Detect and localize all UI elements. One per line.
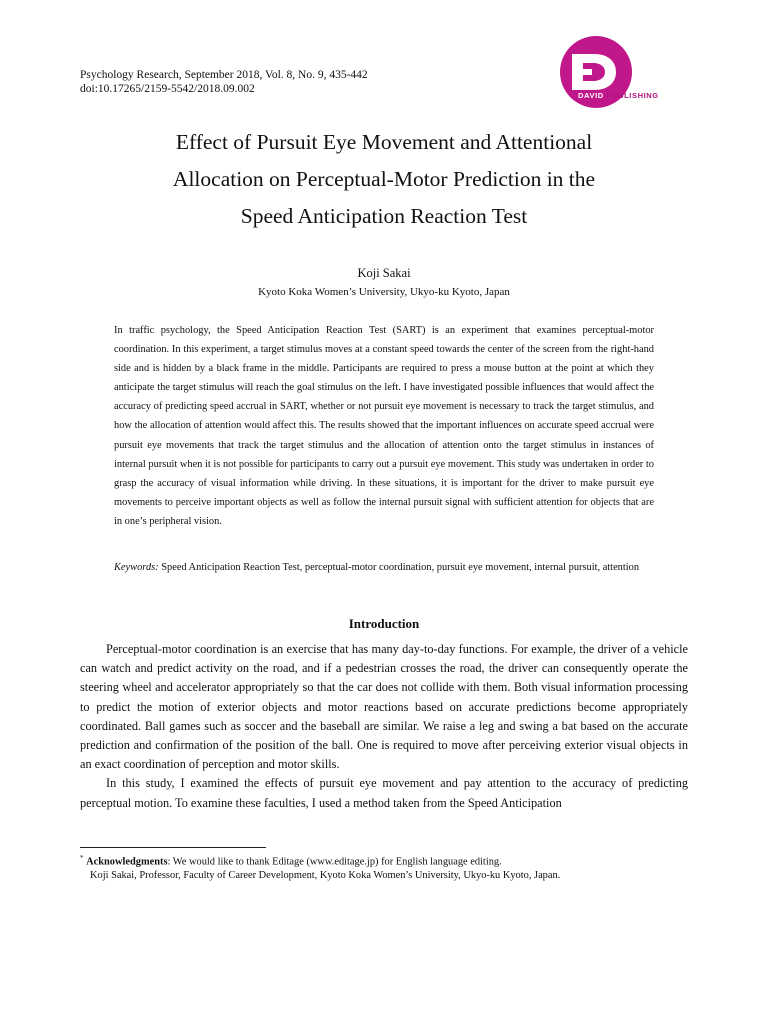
footnote-divider xyxy=(80,847,266,848)
footnote-marker: * xyxy=(80,854,84,862)
journal-header xyxy=(80,68,368,96)
keywords-label: Keywords: xyxy=(114,562,159,573)
keywords-text: Speed Anticipation Reaction Test, perceptual-motor coordination, pursuit eye movement, internal pursuit, attention xyxy=(161,562,640,573)
publisher-logo-text xyxy=(578,91,659,100)
keywords xyxy=(114,558,654,577)
section-heading: Introduction xyxy=(348,616,420,631)
journal-doi: doi:10.17265/2159-5542/2018.09.002 xyxy=(80,83,255,95)
footnotes xyxy=(80,851,688,883)
body-paragraph: In this study, I examined the effects of pursuit eye movement and pay attention to the accuracy of predicting perceptual motion. To examine these faculties, I used a method taken from the Speed Anticipation xyxy=(80,776,688,810)
abstract: In traffic psychology, the Speed Anticipation Reaction Test (SART) is an experiment that examines perceptual-motor coordination. In this experiment, a target stimulus moves at a constant speed towards the center of the screen from the right-hand side and is hidden by a black frame in the middle. Participants are required to press a mouse button at the point at which they anticipate the target stimulus will reach the goal stimulus on the left. I have investigated possible influences that would affect the accuracy of predicting speed accrual in SART, whether or not pursuit eye movement is necessary to track the target stimulus, and how the allocation of attention would affect this. The results showed that the important influences on accurate speed accrual were pursuit eye movements that track the target stimulus and the allocation of attention onto the target stimulus in instances of internal pursuit when it is not possible for participants to carry out a pursuit eye movement. This study was undertaken in order to grasp the accuracy of visual information while driving. In these situations, it is important for the driver to make pursuit eye movements to perceive important objects as well as follow the internal pursuit signal with sufficient attention for objects that are in one’s peripheral vision. xyxy=(114,325,654,527)
title-line: Speed Anticipation Reaction Test xyxy=(240,204,528,228)
body-paragraph: Perceptual-motor coordination is an exercise that has many day-to-day functions. For example, the driver of a vehicle can watch and predict activity on the road, and if a pedestrian crosses the road, the driver can consequently operate the steering wheel and accelerator appropriately so that the car does not collide with them. Both visual information processing to predict the motion of exterior objects and motor reactions based on accurate predictions become appropriately coordinated. Ball games such as soccer and the baseball are similar. We raise a leg and swing a bat based on the accurate prediction and confirmation of the position of the ball. One is required to move after perceiving exterior visual objects in an exact coordination of perception and motor skills. xyxy=(80,642,688,772)
author-affiliation: Kyoto Koka Women’s University, Ukyo-ku Kyoto, Japan xyxy=(258,286,510,298)
publisher-logo xyxy=(556,36,706,108)
logo-word-publishing: PUBLISHING xyxy=(606,91,659,100)
paper-title xyxy=(80,124,688,235)
footnote-author-note: Koji Sakai, Professor, Faculty of Career Development, Kyoto Koka Women’s University, Ukyo-ku Kyoto, Japan. xyxy=(90,870,561,882)
title-line: Effect of Pursuit Eye Movement and Attentional xyxy=(175,130,593,154)
journal-citation: Psychology Research, September 2018, Vol. 8, No. 9, 435-442 xyxy=(80,69,368,81)
title-line: Allocation on Perceptual-Motor Prediction in the xyxy=(172,167,596,191)
author-name: Koji Sakai xyxy=(357,266,411,280)
body-text xyxy=(80,640,688,813)
footnote-acknowledgments xyxy=(80,851,688,869)
acknowledgments-text: : We would like to thank Editage (www.editage.jp) for English language editing. xyxy=(167,856,502,868)
logo-word-david: DAVID xyxy=(578,91,604,100)
acknowledgments-label: Acknowledgments xyxy=(86,856,168,868)
